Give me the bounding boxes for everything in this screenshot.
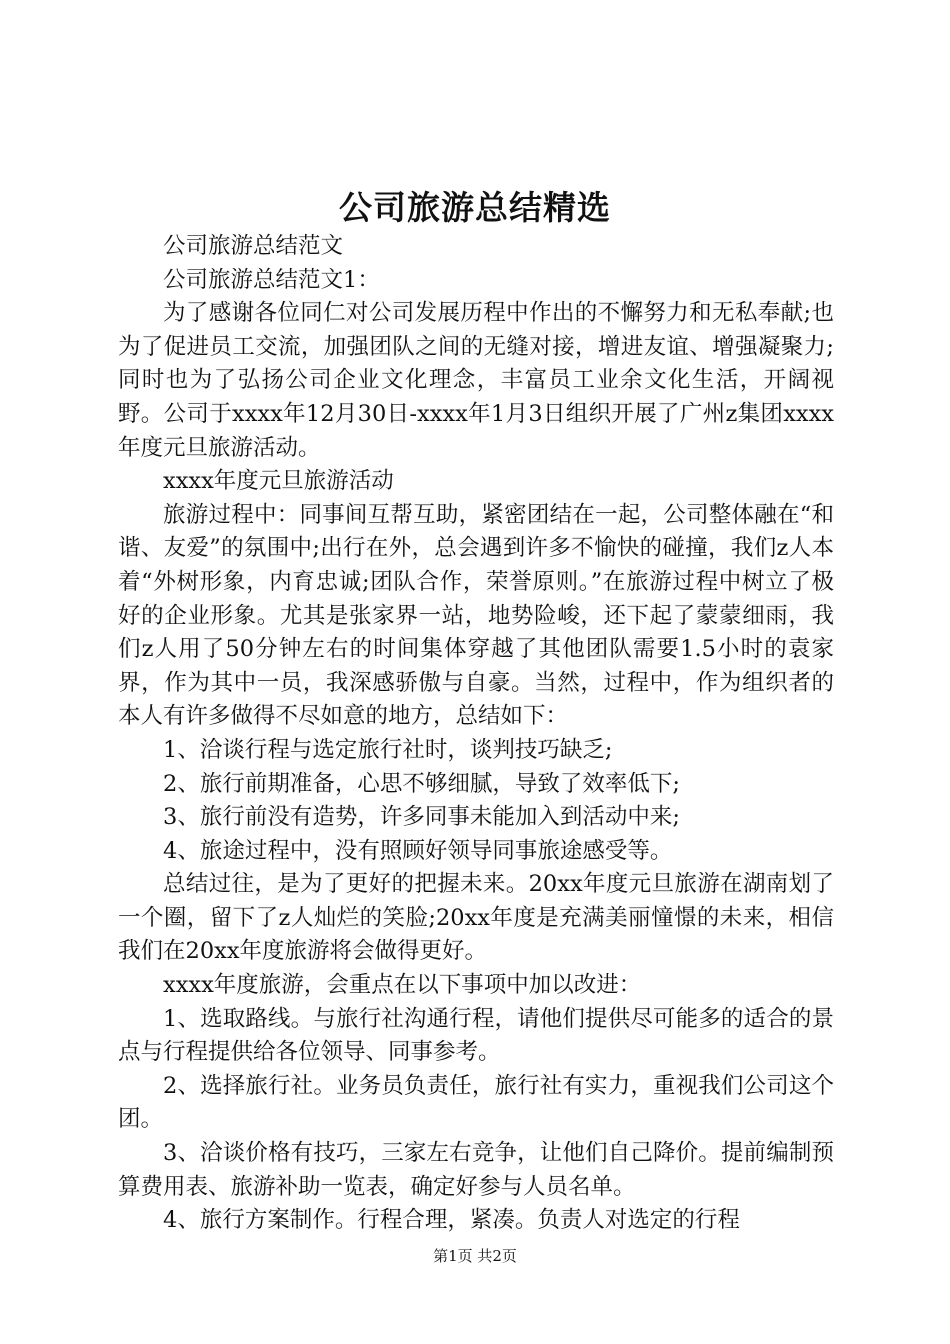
paragraph: 2、选择旅行社。业务员负责任，旅行社有实力，重视我们公司这个团。 (118, 1072, 834, 1133)
paragraph: 2、旅行前期准备，心思不够细腻，导致了效率低下; (163, 770, 680, 797)
paragraph: 4、旅途过程中，没有照顾好领导同事旅途感受等。 (163, 837, 673, 864)
paragraph: 公司旅游总结范文 (163, 233, 344, 259)
document-title: 公司旅游总结精选 (339, 188, 611, 227)
paragraph: 总结过往，是为了更好的把握未来。20xx年度元旦旅游在湖南划了一个圈，留下了z人灿烂的笑脸;20xx年度是充满美丽憧憬的未来，相信我们在20xx年度旅游将会做得更好。 (118, 871, 834, 965)
document-body (118, 230, 834, 1238)
paragraph: xxxx年度旅游，会重点在以下事项中加以改进： (163, 972, 642, 999)
paragraph: 3、旅行前没有造势，许多同事未能加入到活动中来; (163, 804, 680, 831)
paragraph: 公司旅游总结范文1： (163, 266, 380, 293)
paragraph: 1、选取路线。与旅行社沟通行程，请他们提供尽可能多的适合的景点与行程提供给各位领导、同事参考。 (118, 1005, 834, 1066)
paragraph: 为了感谢各位同仁对公司发展历程中作出的不懈努力和无私奉献;也为了促进员工交流，加强团队之间的无缝对接，增进友谊、增强凝聚力;同时也为了弘扬公司企业文化理念，丰富员工业余文化生活，开阔视野。公司于xxxx年12月30日-xxxx年1月3日组织开展了广州z集团xxxx年度元旦旅游活动。 (118, 300, 834, 461)
paragraph: xxxx年度元旦旅游活动 (163, 468, 394, 495)
paragraph: 1、洽谈行程与选定旅行社时，谈判技巧缺乏; (163, 736, 613, 763)
page-footer: 第1页 共2页 (433, 1247, 517, 1265)
paragraph: 4、旅行方案制作。行程合理，紧凑。负责人对选定的行程 (163, 1207, 740, 1234)
paragraph: 旅游过程中：同事间互帮互助，紧密团结在一起，公司整体融在“和谐、友爱”的氛围中;出行在外，总会遇到许多不愉快的碰撞，我们z人本着“外树形象，内育忠诚;团队合作，荣誉原则。”在旅游过程中树立了极好的企业形象。尤其是张家界一站，地势险峻，还下起了蒙蒙细雨，我们z人用了50分钟左右的时间集体穿越了其他团队需要1.5小时的袁家界，作为其中一员，我深感骄傲与自豪。当然，过程中，作为组织者的本人有许多做得不尽如意的地方，总结如下： (118, 501, 834, 730)
paragraph: 3、洽谈价格有技巧，三家左右竞争，让他们自己降价。提前编制预算费用表、旅游补助一览表，确定好参与人员名单。 (118, 1140, 834, 1200)
